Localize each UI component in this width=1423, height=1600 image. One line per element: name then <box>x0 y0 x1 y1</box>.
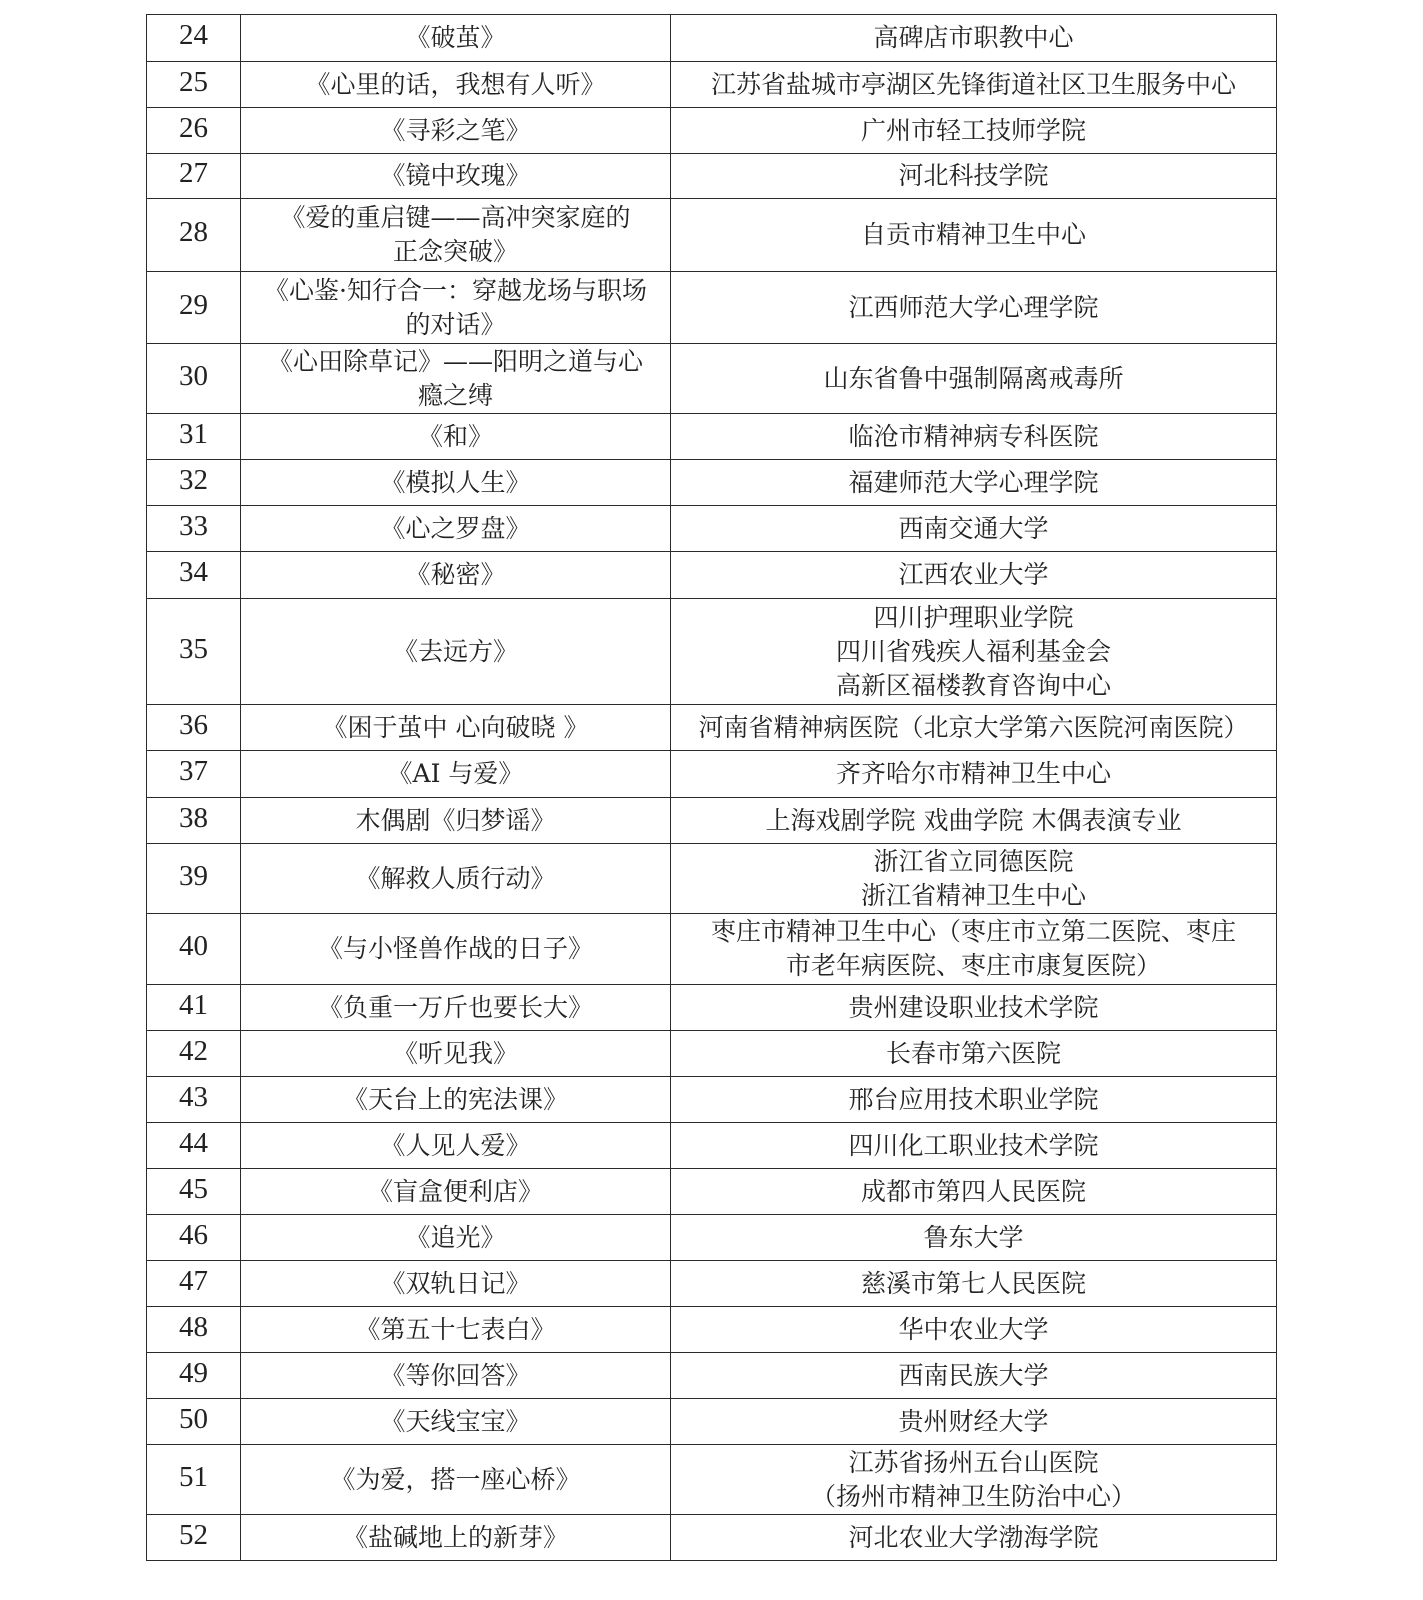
table-row <box>147 108 1277 154</box>
organization-cell: 西南民族大学 <box>671 1353 1277 1399</box>
program-title-cell: 《听见我》 <box>241 1031 671 1077</box>
program-title-cell: 《去远方》 <box>241 599 671 705</box>
program-title-cell: 《模拟人生》 <box>241 460 671 506</box>
organization-cell: 四川化工职业技术学院 <box>671 1123 1277 1169</box>
program-title-cell: 《心田除草记》——阳明之道与心 瘾之缚 <box>241 344 671 414</box>
entries-table-body <box>147 15 1277 1561</box>
organization-cell: 江西农业大学 <box>671 552 1277 599</box>
program-title-cell: 木偶剧《归梦谣》 <box>241 798 671 844</box>
organization-cell: 邢台应用技术职业学院 <box>671 1077 1277 1123</box>
organization-cell: 成都市第四人民医院 <box>671 1169 1277 1215</box>
table-row <box>147 506 1277 552</box>
program-title-cell: 《天台上的宪法课》 <box>241 1077 671 1123</box>
organization-cell: 自贡市精神卫生中心 <box>671 199 1277 272</box>
program-title-cell: 《第五十七表白》 <box>241 1307 671 1353</box>
row-number-cell: 46 <box>147 1215 241 1261</box>
row-number-cell: 32 <box>147 460 241 506</box>
program-title-cell: 《天线宝宝》 <box>241 1399 671 1445</box>
program-title-cell: 《追光》 <box>241 1215 671 1261</box>
row-number-cell: 45 <box>147 1169 241 1215</box>
table-row <box>147 1169 1277 1215</box>
row-number-cell: 26 <box>147 108 241 154</box>
row-number-cell: 36 <box>147 705 241 751</box>
program-title-cell: 《盐碱地上的新芽》 <box>241 1515 671 1561</box>
program-title-cell: 《盲盒便利店》 <box>241 1169 671 1215</box>
program-title-cell: 《寻彩之笔》 <box>241 108 671 154</box>
table-row <box>147 1031 1277 1077</box>
table-row <box>147 1353 1277 1399</box>
row-number-cell: 49 <box>147 1353 241 1399</box>
organization-cell: 江西师范大学心理学院 <box>671 272 1277 344</box>
organization-cell: 齐齐哈尔市精神卫生中心 <box>671 751 1277 798</box>
row-number-cell: 43 <box>147 1077 241 1123</box>
table-row <box>147 272 1277 344</box>
table-row <box>147 414 1277 460</box>
row-number-cell: 31 <box>147 414 241 460</box>
program-title-cell: 《心之罗盘》 <box>241 506 671 552</box>
table-row <box>147 62 1277 108</box>
program-title-cell: 《人见人爱》 <box>241 1123 671 1169</box>
row-number-cell: 51 <box>147 1445 241 1515</box>
row-number-cell: 34 <box>147 552 241 599</box>
organization-cell: 贵州建设职业技术学院 <box>671 985 1277 1031</box>
organization-cell: 江苏省盐城市亭湖区先锋街道社区卫生服务中心 <box>671 62 1277 108</box>
organization-cell: 上海戏剧学院 戏曲学院 木偶表演专业 <box>671 798 1277 844</box>
organization-cell: 河北农业大学渤海学院 <box>671 1515 1277 1561</box>
program-title-cell: 《秘密》 <box>241 552 671 599</box>
program-title-cell: 《和》 <box>241 414 671 460</box>
row-number-cell: 40 <box>147 914 241 985</box>
entries-table <box>146 14 1277 1561</box>
row-number-cell: 27 <box>147 154 241 199</box>
table-row <box>147 1261 1277 1307</box>
table-row <box>147 1077 1277 1123</box>
organization-cell: 河南省精神病医院（北京大学第六医院河南医院） <box>671 705 1277 751</box>
table-row <box>147 844 1277 914</box>
table-row <box>147 599 1277 705</box>
row-number-cell: 50 <box>147 1399 241 1445</box>
organization-cell: 鲁东大学 <box>671 1215 1277 1261</box>
row-number-cell: 37 <box>147 751 241 798</box>
row-number-cell: 39 <box>147 844 241 914</box>
program-title-cell: 《等你回答》 <box>241 1353 671 1399</box>
organization-cell: 华中农业大学 <box>671 1307 1277 1353</box>
row-number-cell: 52 <box>147 1515 241 1561</box>
program-title-cell: 《心鉴·知行合一：穿越龙场与职场 的对话》 <box>241 272 671 344</box>
table-row <box>147 199 1277 272</box>
row-number-cell: 33 <box>147 506 241 552</box>
organization-cell: 山东省鲁中强制隔离戒毒所 <box>671 344 1277 414</box>
program-title-cell: 《困于茧中 心向破晓 》 <box>241 705 671 751</box>
program-title-cell: 《解救人质行动》 <box>241 844 671 914</box>
table-row <box>147 15 1277 62</box>
program-title-cell: 《与小怪兽作战的日子》 <box>241 914 671 985</box>
organization-cell: 慈溪市第七人民医院 <box>671 1261 1277 1307</box>
table-row <box>147 985 1277 1031</box>
row-number-cell: 35 <box>147 599 241 705</box>
row-number-cell: 30 <box>147 344 241 414</box>
program-title-cell: 《爱的重启键——高冲突家庭的 正念突破》 <box>241 199 671 272</box>
program-title-cell: 《AI 与爱》 <box>241 751 671 798</box>
table-row <box>147 154 1277 199</box>
row-number-cell: 41 <box>147 985 241 1031</box>
row-number-cell: 25 <box>147 62 241 108</box>
table-row <box>147 460 1277 506</box>
table-row <box>147 705 1277 751</box>
organization-cell: 临沧市精神病专科医院 <box>671 414 1277 460</box>
organization-cell: 河北科技学院 <box>671 154 1277 199</box>
table-row <box>147 1399 1277 1445</box>
organization-cell: 广州市轻工技师学院 <box>671 108 1277 154</box>
table-row <box>147 552 1277 599</box>
table-row <box>147 1307 1277 1353</box>
organization-cell: 福建师范大学心理学院 <box>671 460 1277 506</box>
table-row <box>147 1445 1277 1515</box>
table-row <box>147 1515 1277 1561</box>
table-row <box>147 1215 1277 1261</box>
table-row <box>147 914 1277 985</box>
organization-cell: 长春市第六医院 <box>671 1031 1277 1077</box>
row-number-cell: 24 <box>147 15 241 62</box>
row-number-cell: 29 <box>147 272 241 344</box>
table-row <box>147 344 1277 414</box>
row-number-cell: 28 <box>147 199 241 272</box>
row-number-cell: 44 <box>147 1123 241 1169</box>
program-title-cell: 《镜中玫瑰》 <box>241 154 671 199</box>
organization-cell: 贵州财经大学 <box>671 1399 1277 1445</box>
row-number-cell: 42 <box>147 1031 241 1077</box>
organization-cell: 四川护理职业学院 四川省残疾人福利基金会 高新区福楼教育咨询中心 <box>671 599 1277 705</box>
row-number-cell: 47 <box>147 1261 241 1307</box>
program-title-cell: 《负重一万斤也要长大》 <box>241 985 671 1031</box>
organization-cell: 枣庄市精神卫生中心（枣庄市立第二医院、枣庄 市老年病医院、枣庄市康复医院） <box>671 914 1277 985</box>
program-title-cell: 《为爱，搭一座心桥》 <box>241 1445 671 1515</box>
table-row <box>147 798 1277 844</box>
organization-cell: 浙江省立同德医院 浙江省精神卫生中心 <box>671 844 1277 914</box>
row-number-cell: 48 <box>147 1307 241 1353</box>
organization-cell: 西南交通大学 <box>671 506 1277 552</box>
program-title-cell: 《心里的话，我想有人听》 <box>241 62 671 108</box>
program-title-cell: 《双轨日记》 <box>241 1261 671 1307</box>
row-number-cell: 38 <box>147 798 241 844</box>
organization-cell: 高碑店市职教中心 <box>671 15 1277 62</box>
organization-cell: 江苏省扬州五台山医院 （扬州市精神卫生防治中心） <box>671 1445 1277 1515</box>
table-row <box>147 751 1277 798</box>
table-row <box>147 1123 1277 1169</box>
program-title-cell: 《破茧》 <box>241 15 671 62</box>
